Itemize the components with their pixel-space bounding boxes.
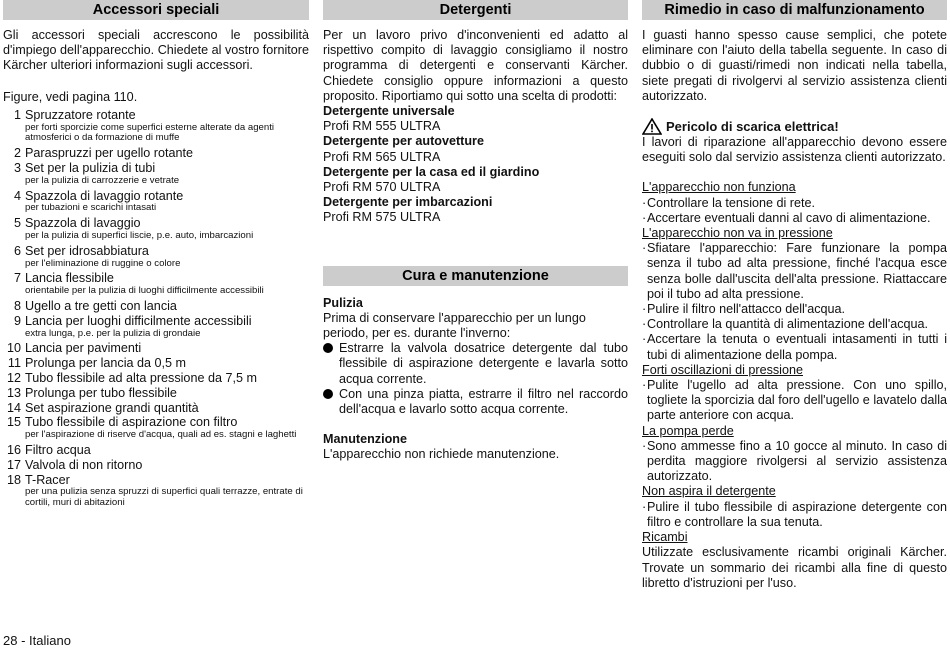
- cleaning-title: Pulizia: [323, 295, 363, 310]
- remedy-dash: ·: [642, 317, 647, 332]
- accessory-item: [3, 371, 309, 386]
- item-number: 16: [6, 442, 21, 457]
- troubleshooting-column: [642, 0, 947, 591]
- item-number: 7: [13, 271, 21, 286]
- remedy-dash: ·: [642, 499, 647, 514]
- item-description: per forti sporcizie come superfici esterne alterate da agenti atmosferici o da formazione di muffe: [25, 121, 275, 144]
- product-name: Detergente per autovetture: [323, 134, 484, 149]
- bullet-dot-icon: [323, 343, 333, 353]
- remedy-dash: ·: [642, 241, 647, 256]
- accessory-item: [3, 271, 309, 286]
- electric-shock-warning: [642, 118, 947, 135]
- product-list: [323, 104, 628, 226]
- item-description: per la pulizia di carrozzerie e vetrate: [25, 174, 180, 186]
- remedy-dash: ·: [642, 438, 647, 453]
- product-name: Detergente universale: [323, 104, 455, 119]
- accessories-column: [3, 0, 309, 511]
- item-title: Set per la pulizia di tubi: [25, 161, 156, 175]
- accessory-item: [3, 341, 309, 356]
- item-number: 5: [13, 216, 21, 231]
- remedy-dash: ·: [642, 302, 647, 317]
- accessory-item: [3, 108, 309, 123]
- remedy-text: Accertare eventuali danni al cavo di alimentazione.: [647, 210, 931, 225]
- spare-parts-text: Utilizzate esclusivamente ricambi originali Kärcher. Trovate un sommario dei ricambi alla fine di questo libretto d'istruzioni per l'uso.: [642, 545, 947, 590]
- item-description: per la pulizia di superfici liscie, p.e. auto, imbarcazioni: [25, 229, 254, 241]
- item-number: 3: [13, 161, 21, 175]
- item-number: 8: [13, 298, 21, 313]
- accessory-item: [3, 458, 309, 473]
- item-number: 14: [6, 400, 21, 415]
- remedy-item: [642, 196, 947, 211]
- item-title: Ugello a tre getti con lancia: [25, 298, 177, 313]
- section-heading-detergents: Detergenti: [323, 0, 628, 20]
- item-description: per tubazioni e scarichi intasati: [25, 202, 157, 214]
- accessory-item: [3, 161, 309, 176]
- item-title: Lancia flessibile: [25, 271, 114, 286]
- fault-title: L'apparecchio non funziona: [642, 180, 796, 195]
- cleaning-bullets: [323, 341, 628, 417]
- item-title: Tubo flessibile di aspirazione con filtro: [25, 415, 238, 430]
- product-code: Profi RM 565 ULTRA: [323, 149, 441, 164]
- accessory-item: [3, 386, 309, 401]
- remedy-text: Controllare la tensione di rete.: [647, 195, 816, 210]
- item-title: Spazzola di lavaggio: [25, 216, 141, 231]
- maintenance-text: L'apparecchio non richiede manutenzione.: [323, 447, 560, 462]
- item-title: Lancia per luoghi difficilmente accessibili: [25, 313, 252, 328]
- remedy-text: Pulire il filtro nell'attacco dell'acqua.: [647, 302, 846, 317]
- item-number: 9: [13, 313, 21, 328]
- item-title: Spruzzatore rotante: [25, 107, 136, 122]
- warning-text: I lavori di riparazione all'apparecchio devono essere eseguiti solo dal servizio assistenza clienti autorizzato.: [642, 135, 947, 165]
- remedy-item: [642, 317, 947, 332]
- item-title: Spazzola di lavaggio rotante: [25, 188, 184, 203]
- detergents-intro: Per un lavoro privo d'inconvenienti ed adatto al rispettivo compito di lavaggio consigliamo il nostro programma di detergenti e conservanti Kärcher. Chiedete consiglio oppure informazioni a questo proposito. Riportiamo qui sotto una scelta di prodotti:: [323, 28, 628, 103]
- accessory-item: [3, 314, 309, 329]
- bullet-item: [323, 341, 628, 387]
- item-title: T-Racer: [25, 472, 70, 487]
- accessories-intro: Gli accessori speciali accrescono le possibilità d'impiego dell'apparecchio. Chiedete al vostro fornitore Kärcher ulteriori informazioni sugli accessori.: [3, 28, 309, 73]
- product-code: Profi RM 575 ULTRA: [323, 210, 441, 225]
- warning-triangle-icon: [642, 118, 662, 135]
- product-name: Detergente per imbarcazioni: [323, 195, 493, 210]
- product-code: Profi RM 555 ULTRA: [323, 119, 441, 134]
- item-description: per una pulizia senza spruzzi di superfici quali terrazze, entrate di cortili, muri di abitazioni: [25, 486, 303, 509]
- item-number: 1: [13, 107, 21, 122]
- remedy-text: Pulite l'ugello ad alta pressione. Con uno spillo, togliete la sporcizia dal foro dell'ugello e lavatelo dalla parte anteriore con acqua.: [647, 378, 947, 423]
- item-title: Paraspruzzi per ugello rotante: [25, 146, 194, 161]
- fault-title: L'apparecchio non va in pressione: [642, 226, 833, 241]
- remedy-dash: ·: [642, 195, 647, 210]
- item-title: Lancia per pavimenti: [25, 341, 142, 356]
- item-title: Valvola di non ritorno: [25, 457, 143, 472]
- item-number: 2: [13, 146, 21, 161]
- remedy-item: [642, 378, 947, 424]
- remedy-dash: ·: [642, 332, 647, 347]
- remedy-item: [642, 241, 947, 302]
- remedy-dash: ·: [642, 210, 647, 225]
- product-code: Profi RM 570 ULTRA: [323, 180, 441, 195]
- section-heading-accessories: Accessori speciali: [3, 0, 309, 20]
- troubleshooting-intro: I guasti hanno spesso cause semplici, che potete eliminare con l'aiuto della tabella seguente. In caso di dubbio o di guasti/rimedi non indicati nella tabella, siete pregati di rivolgervi al servizio assistenza clienti autorizzato.: [642, 28, 947, 103]
- product-name: Detergente per la casa ed il giardino: [323, 164, 540, 179]
- section-heading-care: Cura e manutenzione: [323, 266, 628, 286]
- remedy-text: Accertare la tenuta o eventuali intasamenti in tutti i tubi di alimentazione della pompa.: [647, 332, 947, 362]
- remedy-text: Controllare la quantità di alimentazione dell'acqua.: [647, 317, 929, 332]
- remedy-item: [642, 302, 947, 317]
- item-description: per l'aspirazione di riserve d'acqua, quali ad es. stagni e laghetti: [25, 429, 297, 441]
- accessory-item: [3, 146, 309, 161]
- figure-reference: Figure, vedi pagina 110.: [3, 89, 138, 104]
- cleaning-text: Prima di conservare l'apparecchio per un lungo periodo, per es. durante l'inverno:: [323, 310, 586, 341]
- item-number: 4: [13, 188, 21, 203]
- item-number: 13: [6, 385, 21, 400]
- item-title: Filtro acqua: [25, 442, 91, 457]
- item-number: 18: [6, 472, 21, 487]
- bullet-text: Con una pinza piatta, estrarre il filtro nel raccordo dell'acqua e lavarlo sotto acqua corrente.: [339, 386, 628, 417]
- remedy-text: Sono ammesse fino a 10 gocce al minuto. In caso di perdita maggiore rivolgersi al servizio assistenza autorizzato.: [647, 438, 947, 484]
- accessory-item: [3, 299, 309, 314]
- item-number: 17: [6, 457, 21, 472]
- item-description: per l'eliminazione di ruggine o colore: [25, 257, 181, 269]
- item-number: 10: [6, 341, 21, 356]
- remedy-item: [642, 211, 947, 226]
- section-heading-troubleshooting: Rimedio in caso di malfunzionamento: [642, 0, 947, 20]
- bullet-text: Estrarre la valvola dosatrice detergente dal tubo flessibile di aspirazione detergente e lavarla sotto acqua corrente.: [339, 341, 628, 386]
- troubleshooting-list: [642, 180, 947, 545]
- remedy-item: [642, 439, 947, 485]
- accessory-item: [3, 189, 309, 204]
- bullet-item: [323, 387, 628, 417]
- item-description: extra lunga, p.e. per la pulizia di grondaie: [25, 327, 201, 339]
- remedy-item: [642, 500, 947, 530]
- bullet-dot-icon: [323, 389, 333, 399]
- accessory-item: [3, 216, 309, 231]
- item-number: 11: [7, 356, 21, 371]
- maintenance-title: Manutenzione: [323, 432, 407, 447]
- item-number: 12: [6, 370, 21, 385]
- item-title: Prolunga per tubo flessibile: [25, 385, 177, 400]
- accessory-item: [3, 401, 309, 416]
- item-number: 6: [13, 243, 21, 258]
- remedy-item: [642, 332, 947, 362]
- item-description: orientabile per la pulizia di luoghi difficilmente accessibili: [25, 285, 264, 297]
- warning-title: Pericolo di scarica elettrica!: [666, 119, 839, 135]
- accessory-item: [3, 415, 309, 430]
- detergents-column: [323, 0, 628, 463]
- accessory-item: [3, 473, 309, 488]
- remedy-text: Sfiatare l'apparecchio: Fare funzionare la pompa senza il tubo ad alta pressione, finché l'acqua esce senza bolle dall'uscita dell'alta pressione. Riattaccare poi il tubo ad alta pressione.: [647, 241, 947, 301]
- accessories-list: [3, 108, 309, 509]
- accessory-item: [3, 356, 309, 371]
- fault-title: Forti oscillazioni di pressione: [642, 362, 803, 377]
- accessory-item: [3, 244, 309, 259]
- page-footer: 28 - Italiano: [3, 633, 71, 648]
- item-number: 15: [6, 415, 21, 430]
- fault-title: La pompa perde: [642, 423, 734, 438]
- item-title: Prolunga per lancia da 0,5 m: [25, 356, 187, 371]
- item-title: Set aspirazione grandi quantità: [25, 400, 199, 415]
- item-title: Tubo flessibile ad alta pressione da 7,5 m: [25, 370, 257, 385]
- item-title: Set per idrosabbiatura: [25, 243, 149, 258]
- remedy-text: Pulire il tubo flessibile di aspirazione detergente con filtro e controllare la sua tenuta.: [647, 499, 947, 529]
- remedy-dash: ·: [642, 378, 647, 393]
- accessory-item: [3, 443, 309, 458]
- fault-title: Non aspira il detergente: [642, 484, 776, 499]
- fault-title: Ricambi: [642, 530, 688, 545]
